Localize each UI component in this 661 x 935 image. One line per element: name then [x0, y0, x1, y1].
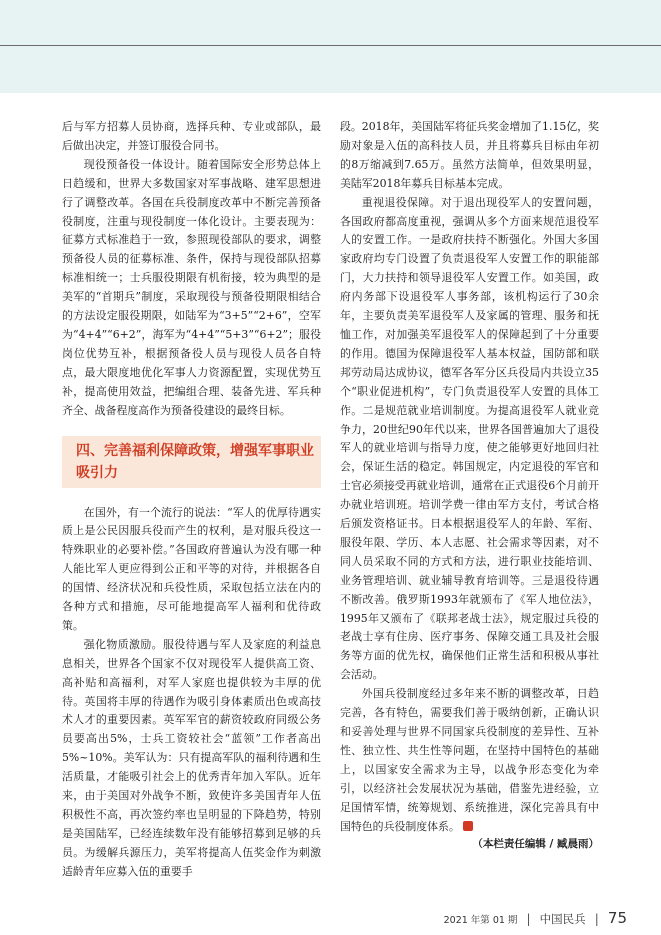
paragraph: 现役预备役一体设计。随着国际安全形势总体上日趋缓和，世界大多数国家对军事战略、建军思想进行了调整改革。各国在兵役制度改革中不断完善预备役制度，注重与现役制度一体化设计。主要表现为：征募方式标准趋于一致，参照现役部队的要求，调整预备役人员的征募标准、条件，保持与现役部队招募标准相统一；士兵服役期限有机衔接，较为典型的是美军的“首期兵”制度，采取现役与预备役期限相结合的方法设定服役期限，如陆军为“3+5”“2+6”，空军为“4+4”“6+2”，海军为“4+4”“5+3”“6+2”；服役岗位优势互补，根据预备役人员与现役人员各自特点，最大限度地优化军事人力资源配置，实现优势互补，提高使用效益，把编组合理、装备先进、军兵种齐全、战备程度高作为预备役建设的最终目标。	[62, 157, 321, 417]
paragraph	[340, 685, 599, 836]
page-number: 75	[607, 909, 627, 927]
paragraph: 强化物质激励。服役待遇与军人及家庭的利益息息相关，世界各个国家不仅对现役军人提供高工资、高补贴和高福利，对军人家庭也提供较为丰厚的优待。英国将丰厚的待遇作为吸引身体素质出色或高技术人才的重要因素。英军军官的薪资较政府同级公务员要高出5%，士兵工资较社会“蓝领”工作者高出5%~10%。美军认为：只有提高军队的福利待遇和生活质量，才能吸引社会上的优秀青年加入军队。近年来，由于美国对外战争不断，致使许多美国青年人伍积极性不高，再次签约率也呈明显的下降趋势，特别是美国陆军，已经连续数年没有能够招募到足够的兵员。为缓解兵源压力，美军将提高人伍奖金作为刺激适龄青年应募入伍的重要手	[62, 637, 321, 878]
paragraph-text: 外国兵役制度经过多年来不断的调整改革，日趋完善，各有特色，需要我们善于吸纳创新，正确认识和妥善处理与世界不同国家兵役制度的差异性、互补性、独立性、共生性等问题，在坚持中国特色的基础上，以国家安全需求为主导，以战争形态变化为牵引，以经济社会发展状况为基础，借鉴先进经验，立足国情军情，统筹规划、系统推进，深化完善具有中国特色的兵役制度体系。	[340, 687, 599, 833]
section-heading: 四、完善福利保障政策，增强军事职业吸引力	[62, 436, 321, 488]
footer-separator: |	[594, 912, 599, 926]
footer-separator: |	[526, 912, 531, 926]
left-column	[62, 118, 321, 882]
paragraph: 在国外，有一个流行的说法：“军人的优厚待遇实质上是公民因服兵役而产生的权利，是对服兵役这一特殊职业的必要补偿。”各国政府普遍认为没有哪一种人能比军人更应得到公正和平等的对待，并根据各自的国情、经济状况和兵役性质，采取包括立法在内的各种方式和措施，尽可能地提高军人福利和优待政策。	[62, 505, 321, 632]
header-band	[0, 0, 661, 93]
issue-label: 2021 年第 01 期	[443, 915, 518, 926]
end-mark-icon	[463, 821, 473, 831]
page-footer	[444, 908, 627, 927]
magazine-name: 中国民兵	[539, 912, 586, 926]
right-column	[340, 118, 599, 836]
paragraph: 重视退役保障。对于退出现役军人的安置问题，各国政府都高度重视，强调从多个方面来规范退役军人的安置工作。一是政府扶持不断强化。外国大多国家政府均专门设置了负责退役军人安置工作的职能部门，大力扶持和领导退役军人安置工作。如美国，政府内务部下设退役军人事务部，该机构运行了30余年，主要负责美军退役军人及家属的管理、服务和抚恤工作，对加强美军退役军人的保障起到了十分重要的作用。德国为保障退役军人基本权益，国防部和联邦劳动局达成协议，德军各军分区兵役局内共设立35个“职业促进机构”，专门负责退役军人安置的具体工作。二是规范就业培训制度。为提高退役军人就业竞争力，20世纪90年代以来，世界各国普遍加大了退役军人的就业培训与指导力度，使之能够更好地回归社会，保证生活的稳定。韩国规定，内定退役的军官和士官必须接受再就业培训，通常在正式退役6个月前开办就业培训班。培训学费一律由军方支付，考试合格后颁发资格证书。日本根据退役军人的年龄、军衔、服役年限、学历、本人志愿、社会需求等因素，对不同人员采取不同的方式和方法，进行职业技能培训、业务管理培训、就业辅导教育培训等。三是退役待遇不断改善。俄罗斯1993年就颁布了《军人地位法》，1995年又颁布了《联邦老战士法》，规定服过兵役的老战士享有住房、医疗事务、保障交通工具及社会服务等方面的优先权，确保他们正常生活和积极从事社会活动。	[340, 195, 599, 682]
paragraph: 后与军方招募人员协商，选择兵种、专业或部队，最后做出决定，并签订服役合同书。	[62, 120, 321, 152]
header-rule	[0, 45, 661, 46]
paragraph: 段。2018年，美国陆军将征兵奖金增加了1.15亿，奖励对象是入伍的高科技人员，并且将募兵目标由年初的8万缩减到7.65万。虽然方法简单，但效果明显，美陆军2018年募兵目标基本完成。	[340, 120, 599, 190]
editor-note: （本栏责任编辑 / 臧晨雨）	[472, 838, 599, 850]
